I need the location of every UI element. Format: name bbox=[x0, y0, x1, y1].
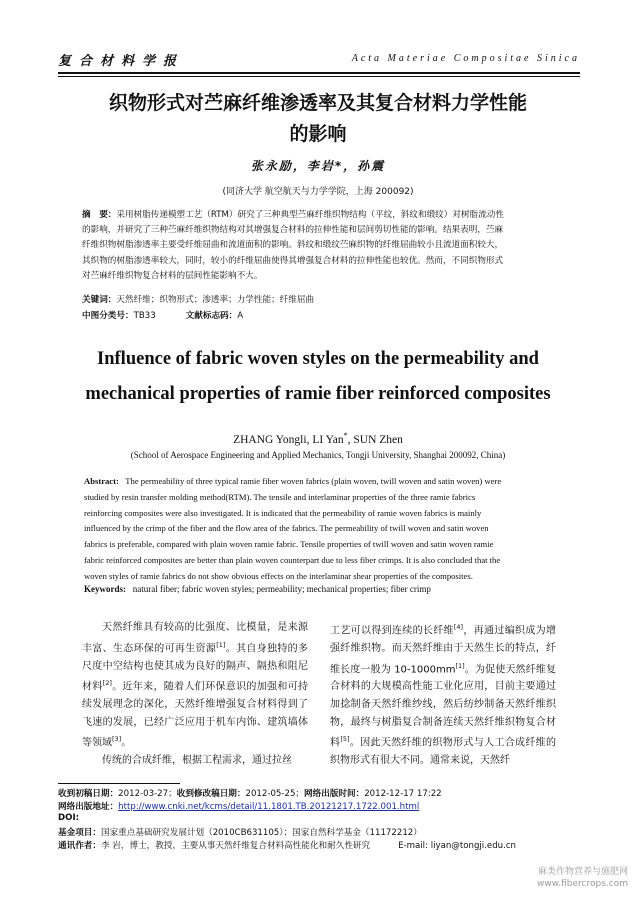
abstract-en-line: fabrics is preferable, compared with plain woven ramie fabric. Tensile properties of twill woven and satin woven ramie bbox=[84, 539, 494, 550]
keywords-cn bbox=[82, 293, 560, 308]
authors-cn: 张永励，李岩*，孙震 bbox=[250, 159, 386, 173]
keywords-cn-text: 天然纤维；织物形式；渗透率；力学性能；纤维屈曲 bbox=[116, 295, 315, 305]
abstract-en-label: Abstract: bbox=[84, 476, 119, 486]
watermark bbox=[537, 866, 628, 890]
authors-en: ZHANG Yongli, LI Yan*, SUN Zhen bbox=[233, 431, 403, 446]
citation-ref[interactable]: [1] bbox=[455, 661, 465, 670]
citation-ref[interactable]: [1] bbox=[216, 640, 226, 649]
footnote-url: 网络出版地址：http://www.cnki.net/kcms/detail/11.1801.TB.20121217.1722.001.html bbox=[58, 802, 420, 812]
abstract-cn-line: 对苎麻纤维织物复合材料的层间性能影响不大。 bbox=[82, 270, 263, 281]
abstract-en-line: influenced by the crimp of the fiber and the flow area of the fabrics. The permeability of twill woven and satin woven bbox=[84, 523, 489, 534]
abstract-en-line: reinforcing composites were also investigated. It is indicated that the permeability of ramie woven fabrics is mainly bbox=[84, 507, 482, 518]
abstract-cn-label: 摘 要： bbox=[82, 210, 117, 220]
affiliation-en: (School of Aerospace Engineering and Applied Mechanics, Tongji University, Shanghai 200092, China) bbox=[130, 450, 506, 460]
footnote-doi: DOI: bbox=[58, 813, 80, 823]
body-paragraph: 天然纤维具有较高的比强度、比模量，是来源丰富、生态环保的可再生资源[1]。其自身独特的多尺度中空结构也使其成为良好的隔声、隔热和阻尼材料[2]。近年来，随着人们环保意识的加强和可持续发展理念的深化，天然纤维增强复合材料得到了飞速的发展，已经广泛应用于机车内饰、建筑墙体等领域[3]。 bbox=[82, 622, 309, 749]
watermark-url: www.fibercrops.com bbox=[537, 879, 628, 889]
citation-ref[interactable]: [5] bbox=[340, 735, 350, 744]
keywords-cn-label: 关键词： bbox=[82, 295, 117, 305]
abstract-cn-line: 其织物的树脂渗透率较大，同时，较小的纤维屈曲使得其增强复合材料的拉伸性能也较优。然而，不同织物形式 bbox=[82, 255, 504, 266]
citation-ref[interactable]: [4] bbox=[453, 623, 464, 631]
abstract-cn-line: 摘 要：采用树脂传递模塑工艺（RTM）研究了三种典型苎麻纤维织物结构（平纹，斜纹和缎纹）对树脂流动性 bbox=[82, 210, 504, 220]
journal-name-en: Acta Materiae Compositae Sinica bbox=[351, 53, 580, 64]
footnote-contact: 通讯作者：李 岩，博士，教授，主要从事天然纤维复合材料高性能化和耐久性研究 E-mail: liyan@tongji.edu.cn bbox=[58, 841, 516, 851]
body-paragraph: 工艺可以得到连续的长纤维[4]，再通过编织成为增强纤维织物。而天然纤维由于天然生长的特点，纤维长度一般为 10-1000mm[1]。为促使天然纤维复合材料的大规模高性能工业化应用，目前主要通过加捻制备天然纤维纱线，然后纺纱制备天然纤维织物，最终与树脂复合制备连续天然纤维织物复合材料[5]。因此天然纤维的织物形式与人工合成纤维的织物形式有很大不同。通常来说，天然纤 bbox=[330, 623, 557, 767]
footnote-rule bbox=[58, 783, 180, 784]
abstract-en-line: woven styles of ramie fabrics do not show obvious effects on the interlaminar shear properties of the composites. bbox=[84, 570, 473, 581]
header-rule-thick bbox=[58, 72, 580, 74]
footnote-dates: 收到初稿日期：2012-03-27；收到修改稿日期：2012-05-25；网络出版时间：2012-12-17 17:22 bbox=[58, 789, 442, 799]
publication-link[interactable]: http://www.cnki.net/kcms/detail/11.1801.TB.20121217.1722.001.html bbox=[118, 802, 420, 812]
abstract-cn bbox=[82, 208, 560, 284]
abstract-cn-line: 的影响，并研究了三种苎麻纤维织物结构对其增强复合材料的拉伸性能和层间剪切性能的影响。结果表明，苎麻 bbox=[82, 225, 504, 236]
keywords-en bbox=[84, 584, 431, 594]
affiliation-cn: (同济大学 航空航天与力学学院，上海 200092) bbox=[222, 187, 414, 197]
online-time: 2012-12-17 17:22 bbox=[364, 789, 442, 799]
abstract-en-line: Abstract: The permeability of three typical ramie fiber woven fabrics (plain woven, twill woven and satin woven) were bbox=[84, 476, 502, 486]
citation-ref[interactable]: [3] bbox=[112, 735, 122, 744]
clc-number: TB33 bbox=[133, 311, 156, 321]
abstract-cn-line: 纤维织物树脂渗透率主要受纤维屈曲和流道面积的影响。斜纹和缎纹苎麻织物的纤维屈曲较小且流道面积较大， bbox=[82, 240, 504, 251]
doc-code: A bbox=[237, 311, 244, 321]
contact-email[interactable]: liyan@tongji.edu.cn bbox=[430, 841, 516, 851]
citation-ref[interactable]: [2] bbox=[102, 679, 112, 688]
title-en-line1: Influence of fabric woven styles on the permeability and bbox=[97, 349, 539, 369]
title-en-line2: mechanical properties of ramie fiber reinforced composites bbox=[85, 384, 551, 404]
title-cn-line1: 织物形式对苎麻纤维渗透率及其复合材料力学性能 bbox=[108, 92, 527, 114]
keywords-en-text: natural fiber; fabric woven styles; permeability; mechanical properties; fiber crimp bbox=[132, 584, 431, 594]
keywords-en-label: Keywords: bbox=[84, 584, 126, 594]
footnote-fund: 基金项目：国家重点基础研究发展计划（2010CB631105）；国家自然科学基金（11172212） bbox=[58, 828, 422, 838]
journal-name-cn: 复合材料学报 bbox=[58, 54, 185, 69]
body-paragraph: 传统的合成纤维，根据工程需求，通过拉丝 bbox=[102, 755, 292, 767]
abstract-en-line: studied by resin transfer molding method(RTM). The tensile and interlaminar properties of the three ramie fabrics bbox=[84, 491, 476, 502]
header-rule-thin bbox=[58, 76, 580, 77]
abstract-en bbox=[84, 474, 562, 585]
title-cn-line2: 的影响 bbox=[289, 123, 347, 145]
body-column-left bbox=[82, 619, 308, 770]
abstract-en-line: fabric reinforced composites are better than plain woven counterpart due to less fiber crimps. It is also concluded that the bbox=[84, 554, 501, 565]
classification: 中图分类号：TB33 文献标志码：A bbox=[82, 311, 244, 321]
body-column-right bbox=[330, 619, 556, 770]
watermark-cn: 麻类作物营养与施肥网 bbox=[537, 867, 628, 877]
journal-header bbox=[58, 50, 580, 72]
